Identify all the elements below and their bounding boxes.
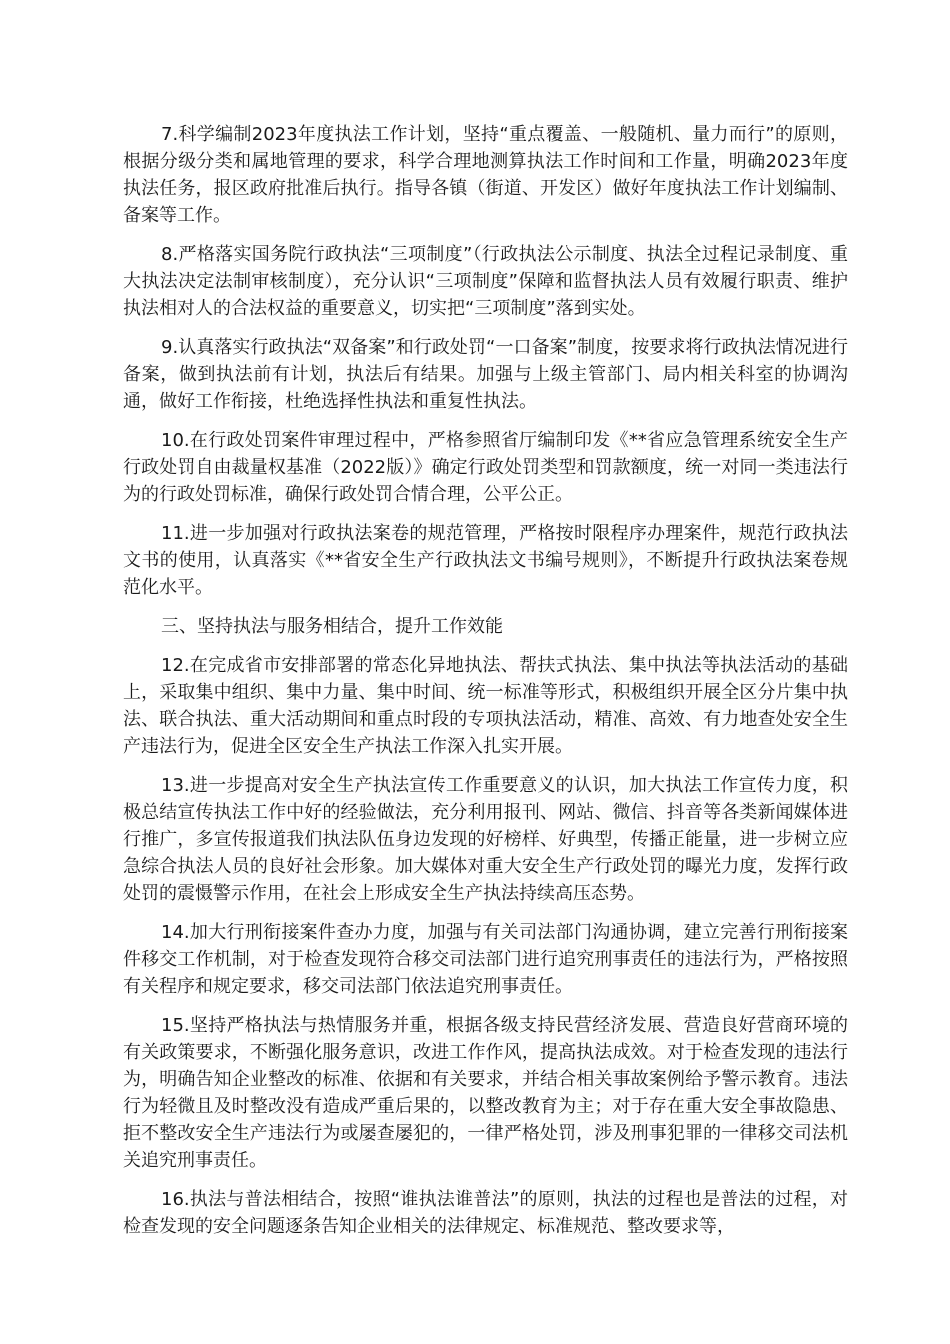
paragraph-10: 10.在行政处罚案件审理过程中，严格参照省厅编制印发《**省应急管理系统安全生产行政处罚自由裁量权基准（2022版）》确定行政处罚类型和罚款额度，统一对同一类违法行为的行政处罚标准，确保行政处罚合情合理，公平公正。 [123,430,848,505]
paragraph-15: 15.坚持严格执法与热情服务并重，根据各级支持民营经济发展、营造良好营商环境的有关政策要求，不断强化服务意识，改进工作作风，提高执法成效。对于检查发现的违法行为，明确告知企业整改的标准、依据和有关要求，并结合相关事故案例给予警示教育。违法行为轻微且及时整改没有造成严重后果的，以整改教育为主；对于存在重大安全事故隐患、拒不整改安全生产违法行为或屡查屡犯的，一律严格处罚，涉及刑事犯罪的一律移交司法机关追究刑事责任。 [123,1015,848,1171]
paragraph-9: 9.认真落实行政执法“双备案”和行政处罚“一口备案”制度，按要求将行政执法情况进行备案，做到执法前有计划，执法后有结果。加强与上级主管部门、局内相关科室的协调沟通，做好工作衔接，杜绝选择性执法和重复性执法。 [123,337,848,412]
paragraph-13: 13.进一步提高对安全生产执法宣传工作重要意义的认识，加大执法工作宣传力度，积极总结宣传执法工作中好的经验做法，充分利用报刊、网站、微信、抖音等各类新闻媒体进行推广，多宣传报道我们执法队伍身边发现的好榜样、好典型，传播正能量，进一步树立应急综合执法人员的良好社会形象。加大媒体对重大安全生产行政处罚的曝光力度，发挥行政处罚的震慑警示作用，在社会上形成安全生产执法持续高压态势。 [123,775,848,904]
document-body [123,121,848,1252]
paragraph-7: 7.科学编制2023年度执法工作计划，坚持“重点覆盖、一般随机、量力而行”的原则，根据分级分类和属地管理的要求，科学合理地测算执法工作时间和工作量，明确2023年度执法任务，报区政府批准后执行。指导各镇（街道、开发区）做好年度执法工作计划编制、备案等工作。 [123,124,848,226]
paragraph-12: 12.在完成省市安排部署的常态化异地执法、帮扶式执法、集中执法等执法活动的基础上，采取集中组织、集中力量、集中时间、统一标准等形式，积极组织开展全区分片集中执法、联合执法、重大活动期间和重点时段的专项执法活动，精准、高效、有力地查处安全生产违法行为，促进全区安全生产执法工作深入扎实开展。 [123,655,848,757]
paragraph-16: 16.执法与普法相结合，按照“谁执法谁普法”的原则，执法的过程也是普法的过程，对检查发现的安全问题逐条告知企业相关的法律规定、标准规范、整改要求等， [123,1189,848,1237]
section-heading: 三、坚持执法与服务相结合，提升工作效能 [161,616,503,637]
paragraph-11: 11.进一步加强对行政执法案卷的规范管理，严格按时限程序办理案件，规范行政执法文书的使用，认真落实《**省安全生产行政执法文书编号规则》，不断提升行政执法案卷规范化水平。 [123,523,848,598]
paragraph-14: 14.加大行刑衔接案件查办力度，加强与有关司法部门沟通协调，建立完善行刑衔接案件移交工作机制，对于检查发现符合移交司法部门进行追究刑事责任的违法行为，严格按照有关程序和规定要求，移交司法部门依法追究刑事责任。 [123,922,848,997]
paragraph-8: 8.严格落实国务院行政执法“三项制度”（行政执法公示制度、执法全过程记录制度、重大执法决定法制审核制度），充分认识“三项制度”保障和监督执法人员有效履行职责、维护执法相对人的合法权益的重要意义，切实把“三项制度”落到实处。 [123,244,848,319]
